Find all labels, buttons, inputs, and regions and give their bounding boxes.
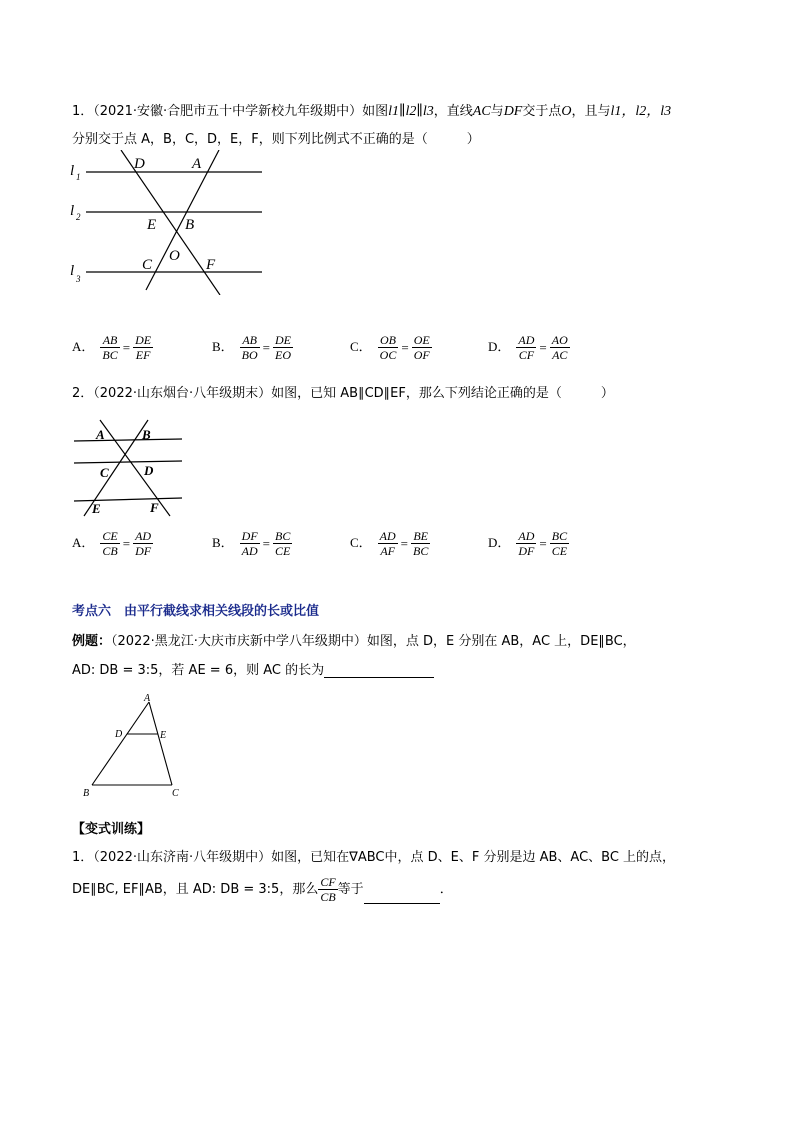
q2-line-ab: [74, 439, 182, 441]
example-text2: AD: DB = 3:5，若 AE = 6，则 AC 的长为: [72, 663, 325, 678]
training-text2b: 等于: [337, 882, 364, 897]
q1-parallel-expr: l1∥l2∥l3: [388, 104, 434, 119]
q2-source: （2022·山东烟台·八年级期末）: [93, 386, 272, 401]
triangle-label-c: C: [172, 788, 179, 799]
q1-lines-list: l1，l2，l3: [610, 104, 672, 119]
q1-source: （2021·安徽·合肥市五十中学新校九年级期中）: [93, 104, 363, 119]
training-line1: [72, 846, 675, 865]
q1-label-e: E: [147, 217, 157, 233]
q2-figure: [72, 418, 184, 518]
example-text1: 如图，点 D，E 分别在 AB，AC 上，DE∥BC，: [366, 634, 636, 649]
example-line1: [72, 630, 636, 649]
training-line2: [72, 875, 453, 904]
q2-line-ef: [74, 498, 182, 501]
q1-option-a[interactable]: A． $\frac{AB}{BC}$ = $\frac{DE}{EF}$: [72, 333, 152, 362]
example-triangle-figure: [78, 690, 188, 800]
q1-label-l1: l: [70, 163, 75, 179]
q1-option-d[interactable]: D． $\frac{AD}{CF}$ = $\frac{AO}{AC}$: [488, 333, 568, 362]
triangle-label-a: A: [144, 693, 151, 704]
example-label: 例题：: [72, 634, 112, 649]
q2-option-a[interactable]: A． $\frac{CE}{CB}$ = $\frac{AD}{DF}$: [72, 529, 152, 558]
training-answer-blank[interactable]: [364, 889, 440, 904]
example-answer-blank[interactable]: [324, 663, 434, 678]
q1-ac: AC: [472, 104, 491, 119]
q1-line2: 分别交于点 A，B，C，D，E，F，则下列比例式不正确的是（ ）: [72, 132, 480, 147]
q1-text-b: ，直线: [433, 104, 473, 119]
triangle-side-ac: [149, 702, 172, 785]
q1-option-c[interactable]: C． $\frac{OB}{OC}$ = $\frac{OE}{OF}$: [350, 333, 430, 362]
q1-o: O: [561, 104, 572, 119]
q1-text-c: 与: [490, 104, 504, 119]
q1-label-d: D: [134, 156, 145, 172]
training-text1: 如图，已知在∇ABC中，点 D、E、F 分别是边 AB、AC、BC 上的点，: [271, 850, 676, 865]
q1-label-o: O: [169, 248, 180, 264]
q1-df: DF: [503, 104, 523, 119]
q2-number: 2．: [72, 386, 94, 401]
q1-label-l2-sub: 2: [76, 212, 81, 222]
triangle-label-e: E: [160, 730, 167, 741]
q1-label-f: F: [206, 257, 216, 273]
q2-label-a: A: [96, 427, 105, 442]
q1-label-l3-sub: 3: [76, 274, 81, 284]
example-source: （2022·黑龙江·大庆市庆新中学八年级期中）: [111, 634, 367, 649]
training-heading: 【变式训练】: [72, 822, 151, 837]
triangle-label-d: D: [115, 729, 123, 740]
q1-line1: [72, 100, 671, 120]
q2-line1: [72, 382, 614, 401]
q1-label-l2: l: [70, 203, 75, 219]
triangle-side-ab: [92, 702, 149, 785]
q2-text: 如图，已知 AB∥CD∥EF，那么下列结论正确的是（ ）: [271, 386, 614, 401]
training-source: （2022·山东济南·八年级期中）: [93, 850, 272, 865]
q1-label-c: C: [142, 257, 153, 273]
q1-option-b[interactable]: B． $\frac{AB}{BO}$ = $\frac{DE}{EO}$: [212, 333, 292, 362]
q1-number: 1．: [72, 104, 94, 119]
training-fraction: $\frac{CF}{CB}$: [320, 875, 336, 904]
q1-text-e: ，且与: [571, 104, 611, 119]
q2-label-c: C: [100, 465, 109, 480]
training-number: 1．: [72, 850, 94, 865]
q2-label-e: E: [92, 501, 101, 516]
section-heading: 考点六 由平行截线求相关线段的长或比值: [72, 604, 320, 619]
q2-option-b[interactable]: B． $\frac{DF}{AD}$ = $\frac{BC}{CE}$: [212, 529, 291, 558]
q1-figure: [66, 150, 276, 295]
q2-option-d[interactable]: D． $\frac{AD}{DF}$ = $\frac{BC}{CE}$: [488, 529, 568, 558]
q1-label-l1-sub: 1: [76, 172, 81, 182]
q2-label-b: B: [142, 427, 151, 442]
q1-text-a: 如图: [362, 104, 389, 119]
example-line2: [72, 659, 434, 678]
q1-text-d: 交于点: [522, 104, 562, 119]
q1-label-l3: l: [70, 263, 75, 279]
q1-label-a: A: [192, 156, 202, 172]
triangle-label-b: B: [83, 788, 90, 799]
training-text2a: DE∥BC, EF∥AB，且 AD: DB = 3:5，那么: [72, 882, 319, 897]
q2-line-af: [100, 420, 170, 516]
q2-label-f: F: [150, 500, 159, 515]
training-end: ．: [439, 882, 453, 897]
q2-label-d: D: [144, 463, 154, 478]
q2-option-c[interactable]: C． $\frac{AD}{AF}$ = $\frac{BE}{BC}$: [350, 529, 429, 558]
q2-line-cd: [74, 461, 182, 463]
q1-label-b: B: [185, 217, 195, 233]
